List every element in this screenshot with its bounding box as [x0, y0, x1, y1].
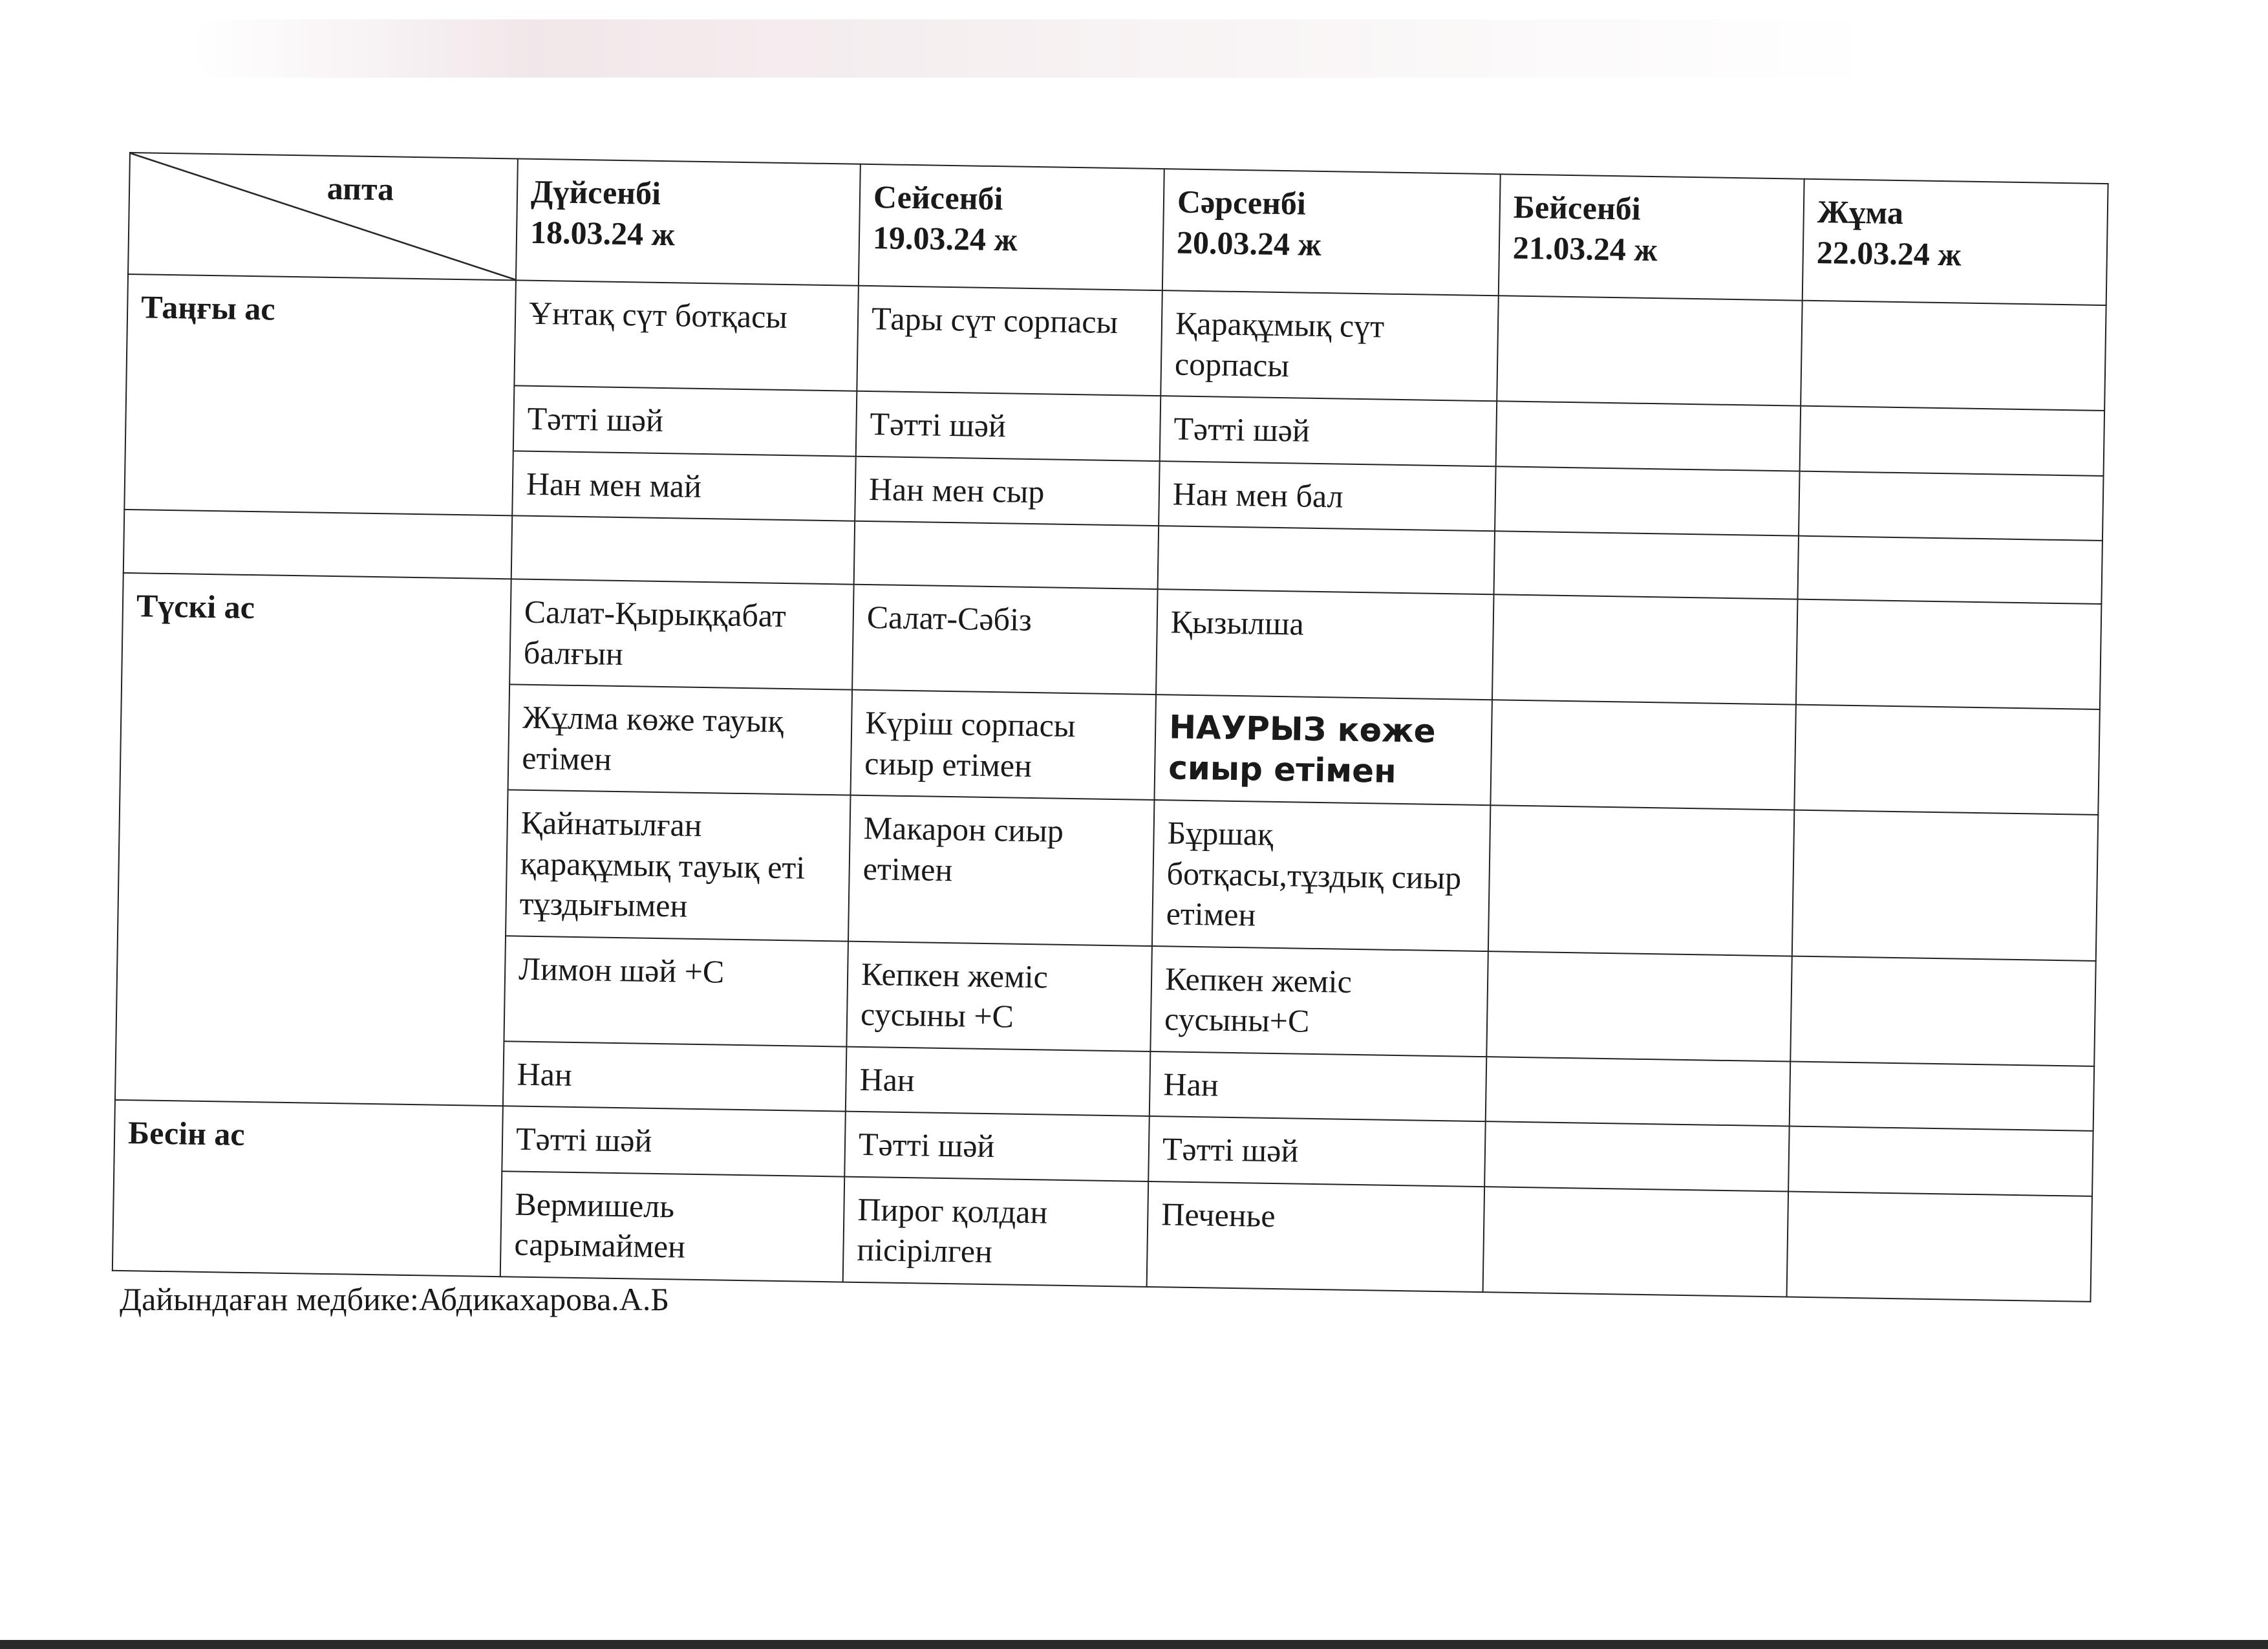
menu-cell: Тәтті шәй — [1160, 396, 1497, 466]
menu-cell: Қызылша — [1156, 589, 1493, 700]
menu-cell — [1486, 951, 1792, 1061]
week-label: апта — [326, 169, 394, 208]
empty-cell — [511, 515, 855, 584]
menu-cell: Жұлма көже тауық етімен — [508, 684, 852, 795]
empty-cell — [123, 510, 512, 579]
menu-cell — [1790, 956, 2096, 1066]
menu-cell — [1788, 1126, 2093, 1196]
menu-cell: Нан — [503, 1041, 847, 1112]
meal-label-lunch: Түскі ас — [115, 573, 511, 1106]
menu-cell: Нан — [846, 1046, 1151, 1116]
menu-cell: Қарақұмық сүт сорпасы — [1161, 290, 1498, 401]
menu-cell: Тәтті шәй — [1148, 1116, 1486, 1187]
menu-cell — [1483, 1187, 1789, 1297]
menu-cell — [1495, 466, 1800, 536]
menu-cell: Тәтті шәй — [856, 391, 1161, 461]
menu-cell — [1486, 1057, 1791, 1126]
scan-edge — [0, 1640, 2268, 1649]
menu-cell: Бұршақ ботқасы,тұздық сиыр етімен — [1152, 800, 1490, 951]
menu-cell: Лимон шәй +С — [504, 936, 848, 1046]
menu-cell: Вермишель сарымаймен — [500, 1171, 844, 1282]
empty-cell — [854, 521, 1159, 589]
menu-cell: Нан мен бал — [1159, 461, 1496, 532]
menu-cell — [1484, 1121, 1790, 1191]
day-header-tuesday: Сейсенбі 19.03.24 ж — [859, 164, 1164, 290]
menu-cell — [1488, 805, 1794, 956]
menu-cell — [1794, 705, 2100, 815]
menu-cell: Тәтті шәй — [844, 1112, 1150, 1181]
menu-cell — [1492, 594, 1798, 704]
menu-cell — [1790, 1061, 2095, 1131]
menu-cell — [1497, 296, 1803, 405]
menu-cell: Салат-Сәбіз — [852, 585, 1158, 695]
menu-cell — [1799, 471, 2104, 541]
menu-cell: Ұнтақ сүт ботқасы — [514, 280, 858, 391]
menu-cell — [1787, 1191, 2093, 1301]
menu-cell: Кепкен жеміс сусыны+С — [1150, 945, 1488, 1056]
meal-label-snack: Бесін ас — [112, 1100, 503, 1277]
menu-cell — [1490, 700, 1796, 810]
menu-cell: Печенье — [1147, 1181, 1484, 1291]
day-header-monday: Дүйсенбі 18.03.24 ж — [516, 158, 861, 285]
menu-cell: Салат-Қырыққабат балғын — [509, 579, 853, 689]
menu-cell: Нан — [1150, 1051, 1487, 1121]
menu-cell: Қайнатылған қарақұмық тауық еті тұздығымен — [506, 790, 850, 941]
menu-cell: Нан мен май — [512, 451, 856, 521]
menu-cell: Пирог қолдан пісірілген — [843, 1176, 1149, 1286]
menu-cell — [1800, 406, 2105, 476]
day-header-thursday: Бейсенбі 21.03.24 ж — [1499, 174, 1804, 300]
menu-cell — [1796, 599, 2102, 709]
day-header-friday: Жұма 22.03.24 ж — [1803, 179, 2108, 305]
empty-cell — [1797, 536, 2102, 604]
empty-cell — [1158, 526, 1495, 594]
menu-cell — [1792, 810, 2098, 961]
menu-cell: Тәтті шәй — [502, 1106, 846, 1176]
menu-cell: Тәтті шәй — [513, 385, 857, 456]
menu-sheet — [112, 152, 2134, 1302]
menu-cell-highlight: НАУРЫЗ көже сиыр етімен — [1154, 695, 1492, 805]
weekly-menu-table — [112, 152, 2109, 1302]
empty-cell — [1494, 531, 1799, 599]
prepared-by-note: Дайындаған медбике:Абдикахарова.А.Б — [120, 1281, 670, 1317]
menu-cell: Нан мен сыр — [855, 456, 1160, 526]
menu-cell: Кепкен жеміс сусыны +С — [846, 941, 1152, 1051]
menu-cell — [1801, 301, 2106, 411]
menu-cell — [1496, 401, 1801, 471]
menu-cell: Макарон сиыр етімен — [848, 795, 1154, 946]
menu-cell: Тары сүт сорпасы — [857, 286, 1162, 396]
meal-label-breakfast: Таңғы ас — [124, 274, 516, 515]
scan-smudge — [194, 19, 1875, 78]
day-header-wednesday: Сәрсенбі 20.03.24 ж — [1162, 169, 1501, 296]
menu-cell: Күріш сорпасы сиыр етімен — [851, 690, 1157, 800]
corner-cell — [128, 153, 518, 280]
